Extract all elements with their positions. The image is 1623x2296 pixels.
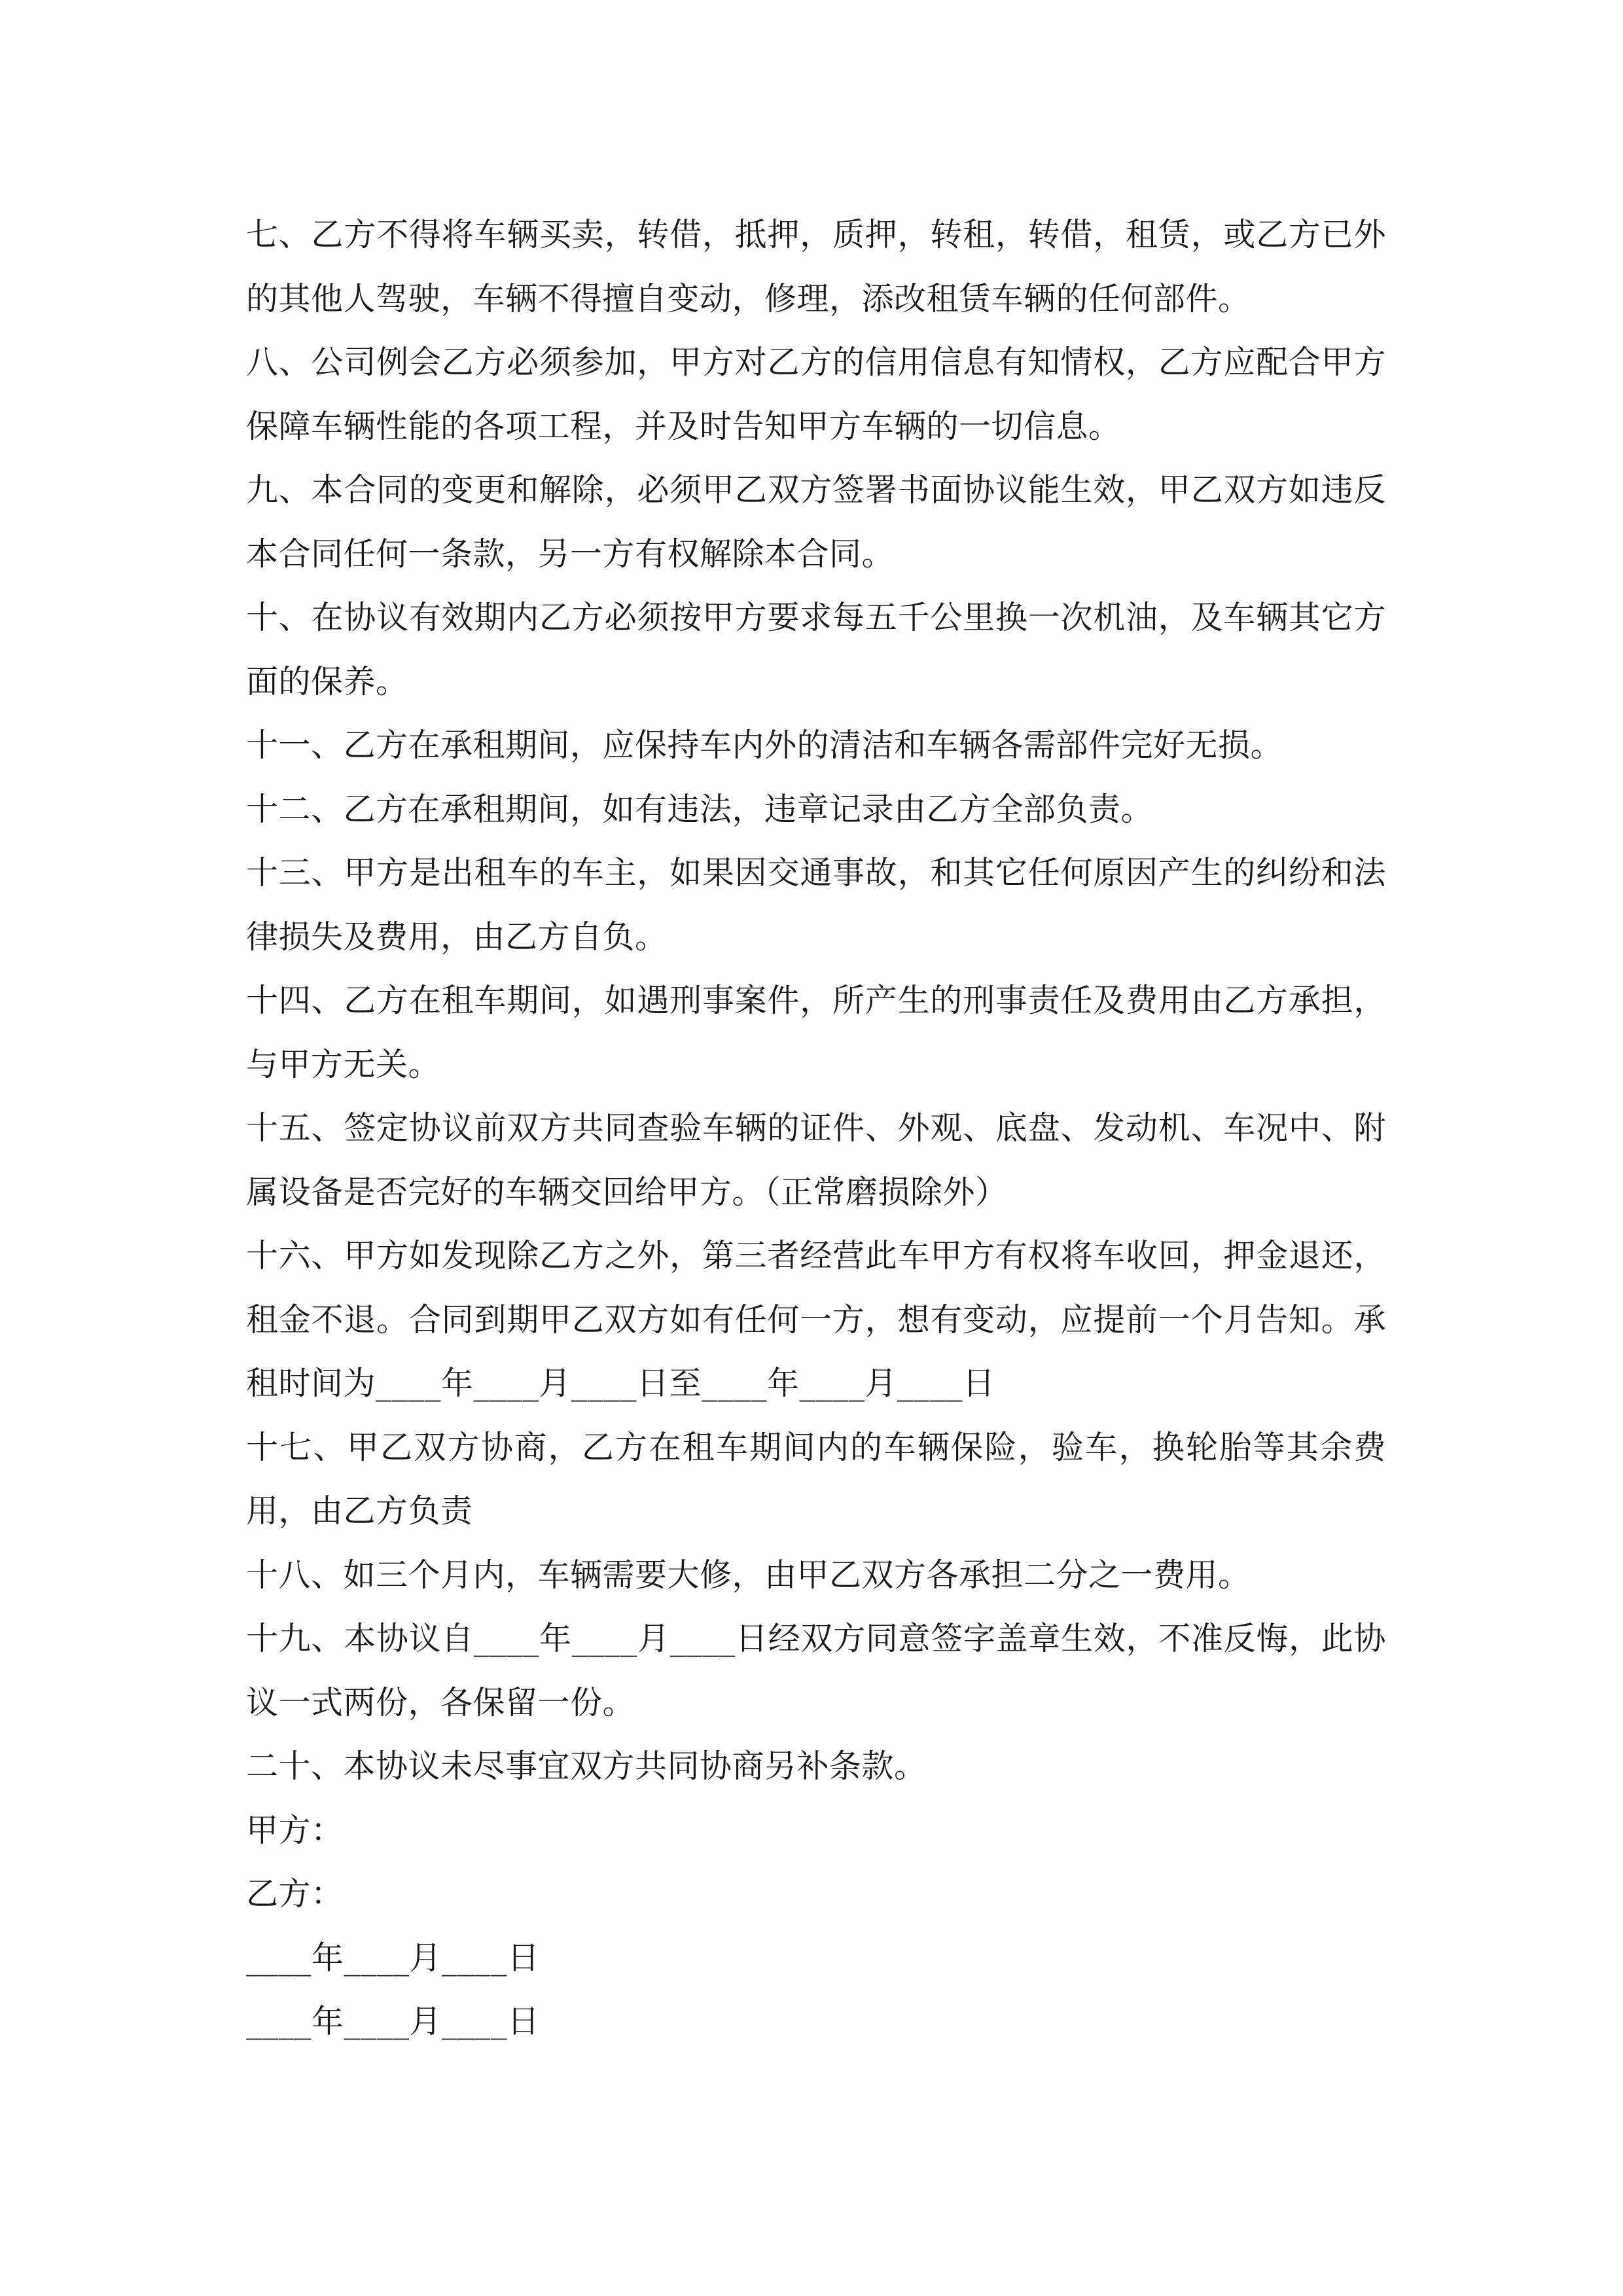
- clause-9: 九、本合同的变更和解除，必须甲乙双方签署书面协议能生效，甲乙双方如违反本合同任何一条款，另一方有权解除本合同。: [246, 471, 1386, 573]
- clause-14: 十四、乙方在租车期间，如遇刑事案件，所产生的刑事责任及费用由乙方承担，与甲方无关。: [246, 982, 1386, 1083]
- party-a-signature-label: 甲方：: [246, 1811, 344, 1849]
- clause-19: 十九、本协议自____年____月____日经双方同意签字盖章生效，不准反悔，此协议一式两份，各保留一份。: [246, 1620, 1386, 1721]
- party-b-signature-label: 乙方：: [246, 1875, 344, 1912]
- clause-7: 七、乙方不得将车辆买卖，转借，抵押，质押，转租，转借，租赁，或乙方已外的其他人驾驶，车辆不得擅自变动，修理，添改租赁车辆的任何部件。: [246, 216, 1386, 317]
- clause-13: 十三、甲方是出租车的车主，如果因交通事故，和其它任何原因产生的纠纷和法律损失及费用，由乙方自负。: [246, 854, 1386, 956]
- clause-15: 十五、签定协议前双方共同查验车辆的证件、外观、底盘、发动机、车况中、附属设备是否完好的车辆交回给甲方。（正常磨损除外）: [246, 1109, 1386, 1211]
- party-b-date-line: ____年____月____日: [246, 2003, 540, 2040]
- clause-11: 十一、乙方在承租期间，应保持车内外的清洁和车辆各需部件完好无损。: [246, 726, 1283, 764]
- contract-body: [246, 203, 1386, 2054]
- clause-20: 二十、本协议未尽事宜双方共同协商另补条款。: [246, 1748, 927, 1785]
- clause-8: 八、公司例会乙方必须参加，甲方对乙方的信用信息有知情权，乙方应配合甲方保障车辆性能的各项工程，并及时告知甲方车辆的一切信息。: [246, 344, 1386, 445]
- clause-17: 十七、甲乙双方协商，乙方在租车期间内的车辆保险，验车，换轮胎等其余费用，由乙方负责: [246, 1428, 1386, 1530]
- clause-10: 十、在协议有效期内乙方必须按甲方要求每五千公里换一次机油，及车辆其它方面的保养。: [246, 599, 1386, 700]
- clause-18: 十八、如三个月内，车辆需要大修，由甲乙双方各承担二分之一费用。: [246, 1556, 1251, 1594]
- party-a-date-line: ____年____月____日: [246, 1939, 540, 1977]
- clause-12: 十二、乙方在承租期间，如有违法，违章记录由乙方全部负责。: [246, 790, 1154, 828]
- clause-16: 十六、甲方如发现除乙方之外，第三者经营此车甲方有权将车收回，押金退还，租金不退。合同到期甲乙双方如有任何一方，想有变动，应提前一个月告知。承租时间为____年____月____日至____年____月____日: [246, 1237, 1386, 1402]
